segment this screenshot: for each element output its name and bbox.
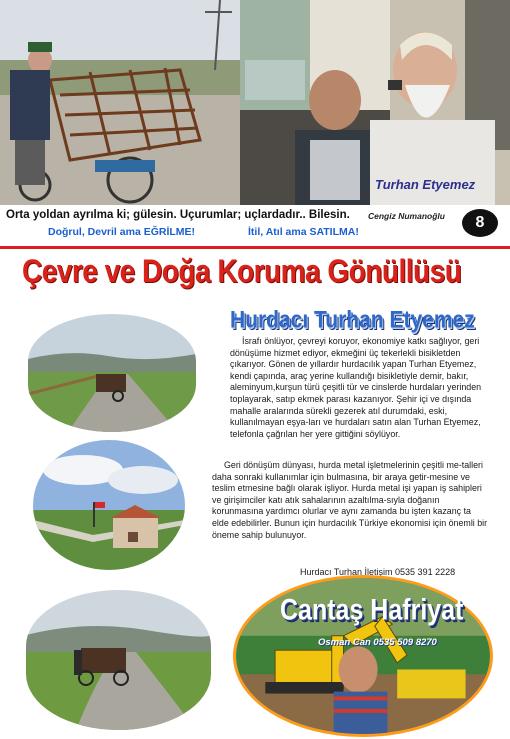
contact-line: Hurdacı Turhan İletişim 0535 391 2228 xyxy=(300,567,456,577)
page-number-badge: 8 xyxy=(462,209,498,237)
article-paragraph-2: Geri dönüşüm dünyası, hurda metal işletmelerinin çeşitli me-talleri daha sonraki kullanımlar için bulmasına, bir araya getir-mesine ve teslim etmesine bağlı olarak işliyor. Hurda metal işi yapan iş sahipleri ve girişimciler katı atık sahalarının azaltılma-sıyla doğanın korunmasına yardımcı olurlar ve aynı zamanda bu işten kazanç ta elde edebilirler. Bunun için hurdacılık Türkiye ekonomisi için önemli bir öneme sahip bulunuyor. xyxy=(212,460,488,540)
photo-caption: Turhan Etyemez xyxy=(375,177,476,192)
slogan-line-2: Doğrul, Devril ama EĞRİLME! xyxy=(48,226,196,238)
photo-road-bicycle xyxy=(28,314,196,432)
photo-two-men xyxy=(240,0,510,205)
ad-title: Cantaş Hafriyat xyxy=(280,593,464,627)
slogan-author: Cengiz Numanoğlu xyxy=(368,211,445,221)
photo-scrap-bicycle xyxy=(0,0,240,205)
slogan-line-3: İtil, Atıl ama SATILMA! xyxy=(248,226,359,238)
headline: Çevre ve Doğa Koruma Gönüllüsü xyxy=(22,253,462,289)
ad-contact: Osman Can 0535 509 8270 xyxy=(318,637,437,648)
slogan-line-1: Orta yoldan ayrılma ki; gülesin. Uçurumlar; uçlardadır.. Bilesin. xyxy=(6,209,350,221)
photo-village xyxy=(33,440,185,570)
article-paragraph-1: İsrafı önlüyor, çevreyi koruyor, ekonomiye katkı sağlıyor, geri dönüşüme hizmet ediyor, ekmeğini üç tekerlekli bisikletden çıkarıyor. Gönen de yıllardır hurdacılık yapan Turhan Etyemez, kendi çapında, araç yerine kullandığı bisikletiyle demir, bakır, aleminyum,kurşun türü çeşitli tür ve cinslerde hurdaları yerinden toplayarak, satıp ekmek parası kazanıyor. Şehir içi ve dışında mahalle aralarında sürekli gezerek atıl durumdaki, eski, kullanılmayan eşya-ları ve hurdaları satın alan Turhan Etyemez, telefonla çağrılan her yere gittiğini söylüyor. xyxy=(230,336,482,439)
red-divider xyxy=(0,246,510,249)
photo-road-bicycle-2 xyxy=(26,590,211,730)
article-subtitle: Hurdacı Turhan Etyemez xyxy=(230,307,475,334)
